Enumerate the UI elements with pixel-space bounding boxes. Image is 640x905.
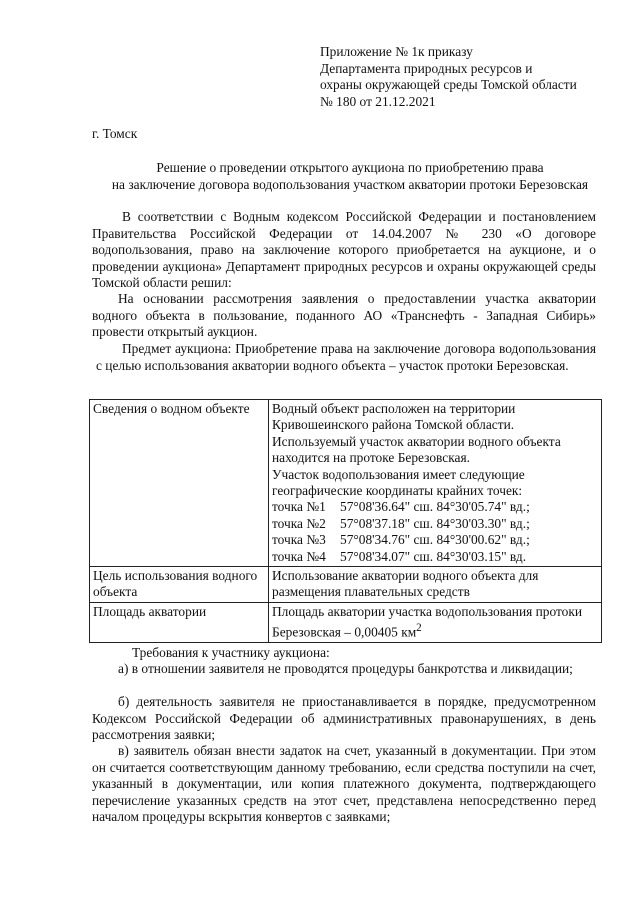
table-cell-label: Сведения о водном объекте [90,400,269,567]
coordinate-point [272,499,598,515]
point-coords: 57°08'37.18" сш. 84°30'03.30" вд.; [340,515,530,531]
annex-header [320,44,620,110]
city-label: г. Томск [92,126,138,141]
table-cell-label: Площадь акватории [90,602,269,642]
table-cell-value: Использование акватории водного объекта для размещения плавательных средств [269,567,602,603]
table-row [90,602,602,642]
location-text: Водный объект расположен на территории Кривошеинского района Томской области. [272,401,516,433]
table-row [90,400,602,567]
paragraph-decision: На основании рассмотрения заявления о предоставлении участка акватории водного объекта в пользование, поданного АО «Транснефть - Западная Сибирь» провести открытый аукцион. [92,291,596,339]
annex-line-2: Департамента природных ресурсов и [320,60,533,76]
table-cell-label: Цель использования водного объекта [90,567,269,603]
area-unit-superscript: 2 [416,622,422,635]
table-cell-value [269,400,602,567]
point-coords: 57°08'34.76" сш. 84°30'00.62" вд.; [340,532,530,548]
document-title [80,160,620,193]
annex-line-4: № 180 от 21.12.2021 [320,93,436,109]
title-line-2: на заключение договора водопользования участком акватории протоки Березовская [111,176,589,192]
title-line-1: Решение о проведении открытого аукциона по приобретению права [156,160,544,175]
table-cell-value [269,602,602,642]
requirement-c: в) заявитель обязан внести задаток на счет, указанный в документации. При этом он считается соответствующим данному требованию, если средства поступили на счет, указанный в документации, или копия платежного документа, подтверждающего перечисление указанных средств на этот счет, представлена непосредственно перед началом процедуры вскрытия конвертов с заявками; [92,743,596,824]
coordinate-point [272,532,598,548]
paragraph-legal-basis: В соответствии с Водным кодексом Российской Федерации и постановлением Правительства Российской Федерации от 14.04.2007 № 230 «О договоре водопользования, право на заключение которого приобретается на аукционе, и о проведении аукциона» Департамент природных ресурсов и охраны окружающей среды Томской области решил: [92,209,596,290]
requirements-title: Требования к участнику аукциона: [132,645,330,660]
point-coords: 57°08'36.64" сш. 84°30'05.74" вд.; [340,499,530,515]
point-coords: 57°08'34.07" сш. 84°30'03.15" вд. [340,548,527,564]
annex-line-1: Приложение № 1к приказу [320,44,473,59]
point-name: точка №3 [272,532,326,548]
coordinate-point [272,516,598,532]
coords-intro: Участок водопользования имеет следующие географические координаты крайних точек: [272,466,525,499]
paragraph-auction-subject: Предмет аукциона: Приобретение права на заключение договора водопользования с целью использования акватории водного объекта – участок протоки Березовская. [96,341,596,373]
table-row [90,567,602,603]
area-text: Площадь акватории участка водопользования протоки Березовская – 0,00405 км [272,603,583,640]
annex-line-3: охраны окружающей среды Томской области [320,77,577,92]
requirement-a: а) в отношении заявителя не проводятся процедуры банкротства и ликвидации; [118,661,573,676]
water-object-table [89,399,602,643]
point-name: точка №4 [272,548,326,564]
coordinate-point [272,549,598,565]
site-text: Используемый участок акватории водного объекта находится на протоке Березовская. [272,433,561,466]
point-name: точка №2 [272,515,326,531]
requirement-b: б) деятельность заявителя не приостанавливается в порядке, предусмотренном Кодексом Российской Федерации об административных правонарушениях, в день рассмотрения заявки; [92,694,596,742]
point-name: точка №1 [272,499,326,515]
